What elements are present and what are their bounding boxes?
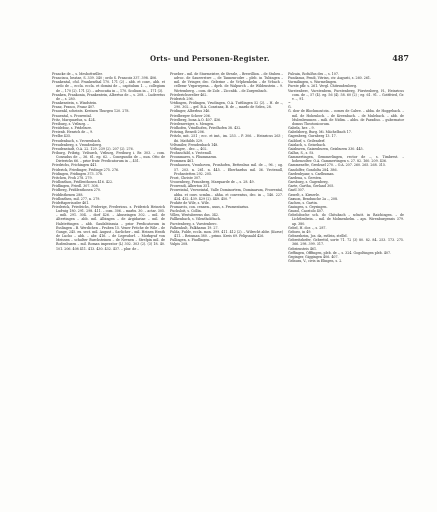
register-entry: Vrltsmiler, Freudenbach 148.: [170, 142, 219, 147]
register-entry: Furste pflr. s. 261. Vergl. Chitrsndenberg.: [288, 84, 358, 89]
register-entry: Gagenberg, Gurnberg 13. 17.: [288, 134, 337, 139]
register-entry: Gebel, H. dor. –, s. 287.: [288, 225, 327, 230]
register-entry: Gallus, S., s. St.: [288, 150, 314, 155]
register-entry: Fallkenbach, s. Vilentholdtach.: [170, 217, 221, 222]
register-entry: Geboro, in 49.: [288, 229, 312, 234]
register-entry: Fulda, Fulde, eccla. mon. 399. 411. 412 (2). – Wilrecht abbr. (Kurse) 411. – Reinman 380. – primo. Kreis 69. Felipsnald 426.: [170, 229, 283, 239]
register-entry: Fridlingen, Friedl. 307. 308.: [52, 184, 99, 189]
register-entry: Vurstenberc, Vurstenbem, Furstenberg, Fürstenberg, H., Heinricus com. de –, 57 (4). eg. 56 (4). 58. 60 (2) ; eg. 61. 91. – Gottfried, Gr. v. –, 91.: [288, 88, 404, 101]
register-entry: Freudenstadt, O.A. 22. 129. 239 (2). 207 (2). 276.: [52, 146, 134, 151]
register-entry: Gabelsberg, Burg. Mi. Mächelbach 17.: [288, 130, 352, 135]
register-entry: Geffingen, Offfingen, pleb. de –, s. 324. Gogoltingen pleb. 407.: [288, 250, 392, 255]
register-entry: Vrtlinger, . dec. –, 402.: [170, 146, 208, 151]
register-entry: Friederick, Friedrichs, Friderige, Fredericus. s. Friderich Heinrich Ludwig 180. 291. 298. 411. – com. 306. – marbs. 30. – actar. 305. – mili. 291. 304. – dorf 426. – Abuseingen 302. – mil. de Altertingen – abb. mil. Albingen – de Argidariae – mil. de Halstettingen – abb. Gaufabtissuia – prior Predicatorum in Esslingen – B. Werdichen – Fruben 15. Vener Fritche de Wile – de Gunge, 245. ex. sect. mil. August – Sarlicher – mil. Heinen Henth de Lucho – abb. – abr. 416. – de Legesdorf. – Morkqraf von Meissen – schulter Burchsteinen – de Nevnen – Strelpin mil. de Rodenbusen – mil. Roman imperator (L) 302. 303 (2). (3) 18. 40. 101. 206. 408 411. 413. 430. 432. 437. – plur. de –: [52, 205, 165, 251]
register-entry: Gardenbyanr, s. Carlbuman.: [288, 171, 335, 176]
register-entry: Vrtdingen, Fridingen, Vrudingen, O.A. Tuttlingen 52 (2). – H. de –, 290. 302. – gef. B.A. Constanz, B. de –, mardo de Selen, 28.: [170, 101, 283, 110]
page-title: Orts- und Personen-Register.: [150, 54, 270, 63]
register-entry: Fritchen, Froh 278. 279.: [52, 175, 93, 180]
register-column-3: [288, 72, 404, 263]
register-entry: Gebreitzhefer, Gebrettd, sorte 71. 72 (3) 80. 82. 84. 253. 173. 275. 366. 298. 399. 317.: [288, 238, 404, 247]
register-entry: Frankenstein, s. Windstein.: [52, 101, 98, 106]
register-entry: Gawelt, s. Kirnerle.: [288, 192, 320, 197]
register-entry: Fridlonthen, mil. 277, n. 279.: [52, 196, 101, 201]
register-entry: Freienb. Henrich de –, 9.: [52, 130, 94, 135]
register-entry: Gebeloboche sch. do Chitubach – schutt. in Raichingen. – de Lichtlenbein. – mil. de Molmenhelm. – aps. Wirenburgensis 379. ap. 380.: [288, 213, 404, 226]
register-entry: Fruhite de Wile, s. Wile.: [170, 200, 210, 205]
register-entry: Frankental, cfol. Frankenthal 170. 171 (2) – abb. et conv., abb. et ordo de –, eccla. eccla. et domini de –, capitulum 1. –, collegium de –, 170 (2). 171 (2). – advocatia in –, 170. Scolium in –, 171 (3).: [52, 80, 165, 93]
register-entry: Fundanus, Fendi, Vitrins, civ. Augusti, s. 260. 261.: [288, 76, 372, 81]
register-entry: Franken, Frankonia, Frankentein, Albertus de –, s. 208. – Luderetus de –, s. 280.: [52, 92, 165, 101]
register-entry: Frueber – mil. de Sturmeister, de Strssle, – Brewillion. – de Stuben – advoc. de Saueerstwe –, de Tannenrodre – pleb. in Tubingen – mil. de Vringer, dec. Gelerine – de Vrlphenhelm – de Vrbach – cellerar Vrgarwpena. – dprb. de Walpurch – de Wildenstein – 9. Wirtemberg. – com. de Zolr. – Ziccnbk. – de Zurgenbach.: [170, 72, 283, 93]
register-entry: Gaislach, s. Geisebach.: [288, 142, 327, 147]
register-entry: Gastl 307.: [288, 188, 305, 193]
register-entry: Falkenhult, Falkharan 19. 27.: [170, 225, 219, 230]
register-entry: Friderick, Friedinger, Fridinge 275. 276.: [52, 167, 120, 172]
register-entry: Villen, Westuberens dus. 342.: [170, 213, 219, 218]
register-entry: G. dow de Blochmoutcin. – comes de Calwe. – abba. de Hoggebach. – mil. de Hohenloch. – de Kreenbach. – de Mulebach. – abb. de Mulenbrunnen – mili. de Nidim. – abbs. de Paradiso. – gubernator domus Theotonicorum.: [288, 109, 404, 126]
register-entry: Gaxuon, Bendunche 2a –, 208.: [288, 196, 339, 201]
register-entry: Frelbe 435.: [52, 134, 72, 139]
register-entry: ~: [288, 101, 291, 106]
register-entry: Fridhofen, Vrindhofen, Friedhofen 38. 432.: [170, 126, 242, 131]
register-entry: Francke de –, s. Mesbottwiller.: [52, 72, 103, 76]
register-entry: Frounmares, s. Fliummarun.: [170, 155, 218, 160]
register-entry: Vulpis 208.: [170, 242, 189, 247]
register-entry: Gandolfer, Gondolta 284. 386.: [288, 167, 338, 172]
register-entry: Friddisthenen 288.: [52, 192, 84, 197]
register-entry: Gaisburen, Gaisenburen, Geisburen 330. 445.: [288, 146, 364, 151]
register-entry: Franz, Franco, Franz 407.: [52, 105, 96, 110]
register-entry: Furstenberg, s. Vurstenberc.: [170, 221, 218, 226]
register-entry: Frommen 461.: [170, 159, 195, 164]
register-entry: Garte, Gartha, Gerland 305.: [288, 184, 335, 189]
register-entry: Freidebuz, s. Fridebure.: [52, 126, 92, 131]
register-entry: Frohnschild, s. Vrotenull.: [170, 150, 212, 155]
register-entry: Gammertingen, Gemmerlingen, rector de –, s. Timbrest. – hohenzolter. O.A. Gammertingen s. 27. 82. 160. 209. 436.: [288, 155, 404, 164]
register-entry: Friedberger Scheer 206.: [170, 113, 211, 118]
register-entry: Frost, Christe 307.: [170, 175, 202, 180]
register-entry: Vurmilingen, s. Wurmelingen.: [288, 80, 338, 85]
register-entry: Fritzing, Benedi 206.: [170, 130, 205, 135]
register-entry: Gasingen, s. Geysingen.: [288, 205, 328, 209]
register-entry: Francisca, beatae, S. 339. 340 ; ordo S. Francois 337. 398. 406.: [52, 76, 158, 81]
register-entry: Gebriensteis 461.: [288, 246, 318, 251]
register-entry: Friedberg, bona A.O. 407. 436.: [170, 117, 222, 122]
register-entry: Fritzlo, mit. 251 ; ecc. et imt., im. 253. – P. 306. – Heinricus 263 ; ibi. Mathilds 329.: [170, 134, 283, 143]
register-entry: Fridberg, Fridilenthosen 270.: [52, 188, 101, 193]
register-entry: Fuchsloit, s. Collin.: [170, 209, 202, 214]
register-entry: Garsburg, s. Gagenberg.: [288, 180, 329, 185]
register-entry: Friedenweiger, s. Mengen.: [170, 121, 215, 126]
register-entry: Vrouenberg, Fraunberg, Marquarde de –, s. 28. 49.: [170, 180, 255, 185]
register-entry: Friburg, Fribrig, Vriburch, Vriburg, Freiburg i. Br. 303. – com. Conradus de –, 36. 61. eg. 62. – Conegundis de –, nun. Otto de Dietericks 66. – prior fratr. Predicatorum in –, 451.: [52, 150, 165, 164]
register-entry: Fridingen, Fridingen 373. 378.: [52, 171, 103, 176]
register-entry: Fronhausen, Vronhoven, Fronhofen, Bettenbus mil. de –, 96. ; og. 57. 203. n. 261. n. 445. – Eberhardus mil. 36. Vrotenull, Frohnstetten 292. 205.: [170, 163, 283, 176]
register-entry: Freudenbach, s. Vrowenbach.: [52, 138, 102, 143]
register-entry: G.: [288, 105, 292, 110]
register-entry: Frauenkl, scheints. Kestnen Thurgeu 120. 278.: [52, 109, 130, 114]
register-entry: Frowendi, Alberton 351.: [170, 184, 211, 189]
register-entry: Gabela, her. – 9.: [288, 126, 315, 131]
register-entry: Freudenberg, s. Vrondenberg.: [52, 142, 103, 147]
register-entry: Frumarcis, con. cennen., uxus, s. Frumentarius.: [170, 205, 250, 209]
register-entry: Fulrain, Rcdulfus des –, s. 107.: [288, 72, 339, 76]
register-entry: Gachen, s. Gartin.: [288, 200, 318, 205]
register-entry: Gaildorf, s. Geilenderf.: [288, 138, 326, 143]
register-entry: Friederichswelier 462.: [170, 92, 208, 97]
register-entry: Frauental, s. Frowental.: [52, 113, 92, 118]
register-entry: Geginger, Giggingen 406. 407.: [288, 254, 339, 259]
register-entry: Fritz, Marquardus, u. 424.: [52, 117, 96, 122]
register-entry: Fridlonthon, Fridlenthosen 416. 422.: [52, 180, 114, 185]
register-entry: Froweintal, Vroweintal, Valle Dominortem, Dominarum, Frowental, abba. et conv. scmlm... ahha. et conventus, dec. in –, 146. 227. 424. 432. 439. 429 (2). 449. 450. *: [170, 188, 283, 201]
register-entry: Freiburg, s. Vriburg. –: [52, 121, 89, 126]
register-entry: Gelnura, V., civis in Elingen, s. 2.: [288, 259, 343, 264]
register-entry: Fridinger, Alberbus 346.: [170, 109, 211, 114]
register-entry: Gausol, Caostolo 407.: [288, 209, 324, 214]
register-entry: Friedrichs, Frichingen 441.: [52, 163, 98, 168]
register-entry: Gebnesheim, Jos. da, estlein, stellel.: [288, 234, 348, 239]
register-entry: Frideftaperisoder 461.: [52, 200, 90, 205]
register-entry: Gammenelte, Gredzael 270. – O.A. 207. 260. 265. 268. 315.: [288, 163, 386, 168]
register-column-2: [170, 72, 283, 247]
register-entry: Friderich 296.: [170, 96, 194, 101]
page-number: 487: [392, 53, 409, 63]
register-column-1: [52, 72, 165, 251]
register-entry: Gardena, s. Gersten.: [288, 175, 323, 180]
register-entry: Fullingen, s. Fiudlingen.: [170, 238, 211, 243]
